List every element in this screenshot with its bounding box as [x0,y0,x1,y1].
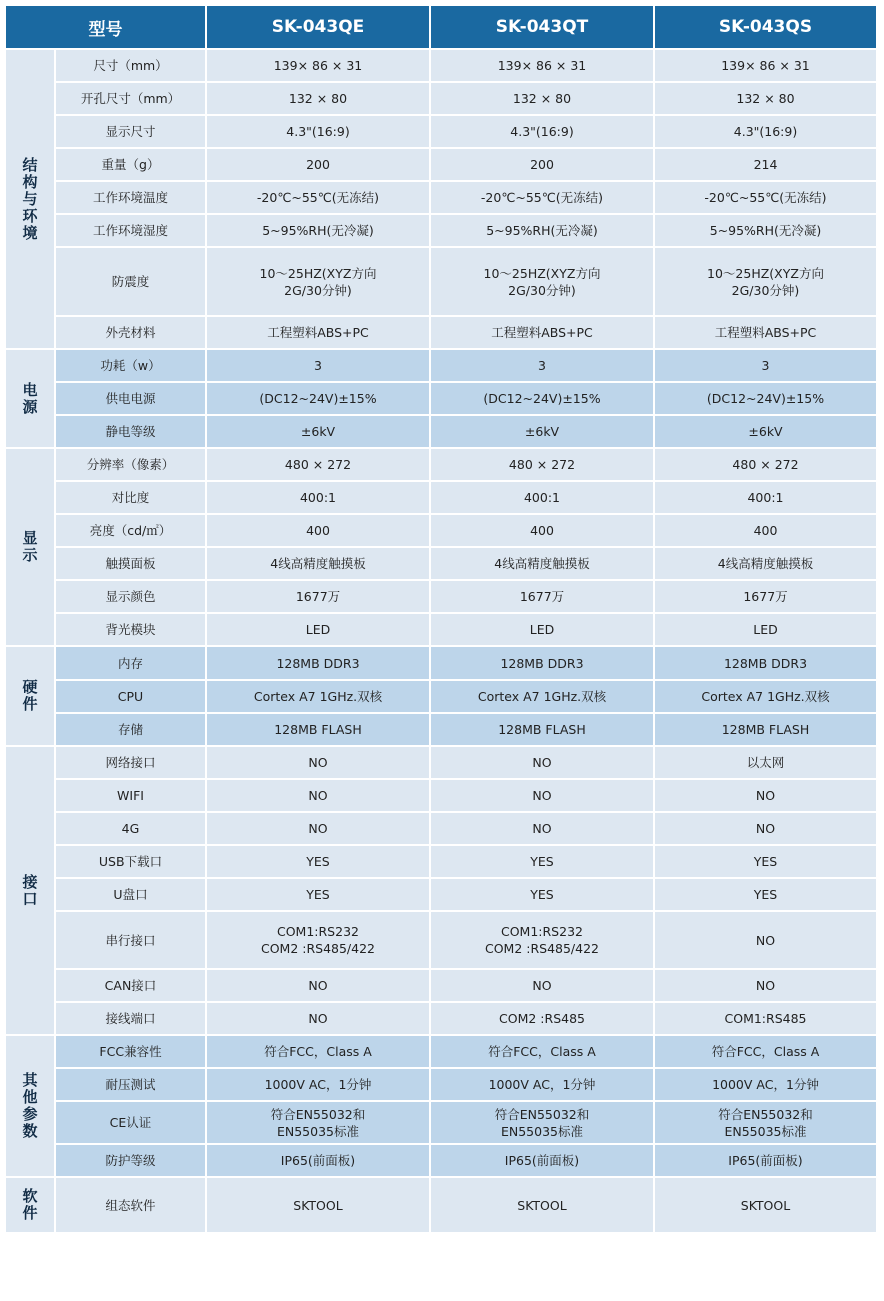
spec-value: 4.3"(16:9) [431,116,653,147]
spec-value: 480 × 272 [655,449,876,480]
spec-value: NO [655,813,876,844]
spec-value: NO [431,813,653,844]
spec-value: 132 × 80 [207,83,429,114]
spec-value: 以太网 [655,747,876,778]
spec-value: 5~95%RH(无冷凝) [207,215,429,246]
spec-value: 4.3"(16:9) [207,116,429,147]
spec-value: YES [655,879,876,910]
spec-value: 3 [431,350,653,381]
spec-value: 132 × 80 [431,83,653,114]
row-label: 亮度（cd/㎡） [56,515,205,546]
row-label: CPU [56,681,205,712]
spec-value: 1000V AC，1分钟 [655,1069,876,1100]
spec-value: 400:1 [431,482,653,513]
spec-value: (DC12~24V)±15% [431,383,653,414]
spec-table [6,6,878,1263]
row-label: 重量（g） [56,149,205,180]
spec-value: NO [207,747,429,778]
spec-value: NO [431,747,653,778]
row-label: 显示尺寸 [56,116,205,147]
row-label: 串行接口 [56,912,205,968]
spec-value: 400:1 [655,482,876,513]
row-label: 背光模块 [56,614,205,645]
section-title: 接口 [6,747,54,1034]
row-label: 外壳材料 [56,317,205,348]
spec-value: NO [431,970,653,1001]
spec-value: 400:1 [207,482,429,513]
row-label: 静电等级 [56,416,205,447]
spec-value: 139× 86 × 31 [431,50,653,81]
header-model-3: SK-043QS [655,6,876,48]
section-title: 显示 [6,449,54,645]
row-label: 4G [56,813,205,844]
row-label: WIFI [56,780,205,811]
row-label: 触摸面板 [56,548,205,579]
spec-value: 4线高精度触摸板 [431,548,653,579]
spec-value: COM1:RS485 [655,1003,876,1034]
spec-value: 128MB FLASH [431,714,653,745]
spec-value: -20℃~55℃(无冻结) [207,182,429,213]
spec-value: 10～25HZ(XYZ方向 2G/30分钟) [431,248,653,315]
spec-value: 1677万 [207,581,429,612]
spec-value: 3 [207,350,429,381]
spec-value: (DC12~24V)±15% [655,383,876,414]
spec-value: 10～25HZ(XYZ方向 2G/30分钟) [207,248,429,315]
spec-value: 4.3"(16:9) [655,116,876,147]
spec-value: 139× 86 × 31 [655,50,876,81]
row-label: 耐压测试 [56,1069,205,1100]
section-title: 软件 [6,1178,54,1232]
row-label: 供电电源 [56,383,205,414]
header-model-label: 型号 [6,6,205,48]
spec-value: 400 [207,515,429,546]
row-label: 组态软件 [56,1178,205,1232]
row-label: 对比度 [56,482,205,513]
row-label: 网络接口 [56,747,205,778]
spec-value: 480 × 272 [431,449,653,480]
spec-value: IP65(前面板) [207,1145,429,1176]
spec-value: ±6kV [207,416,429,447]
spec-value: (DC12~24V)±15% [207,383,429,414]
section-title: 硬件 [6,647,54,745]
spec-value: 139× 86 × 31 [207,50,429,81]
header-model-2: SK-043QT [431,6,653,48]
spec-value: 5~95%RH(无冷凝) [431,215,653,246]
spec-value: 4线高精度触摸板 [207,548,429,579]
spec-value: YES [431,879,653,910]
section-title: 其他参数 [6,1036,54,1176]
row-label: 防护等级 [56,1145,205,1176]
row-label: 尺寸（mm） [56,50,205,81]
spec-value: 符合EN55032和 EN55035标准 [207,1102,429,1143]
spec-value: 128MB FLASH [655,714,876,745]
header-model-1: SK-043QE [207,6,429,48]
row-label: 工作环境湿度 [56,215,205,246]
spec-value: 符合EN55032和 EN55035标准 [655,1102,876,1143]
spec-value: YES [207,846,429,877]
spec-value: -20℃~55℃(无冻结) [655,182,876,213]
spec-value: 工程塑料ABS+PC [431,317,653,348]
row-label: 存储 [56,714,205,745]
spec-value: SKTOOL [431,1178,653,1232]
row-label: 分辨率（像素） [56,449,205,480]
spec-value: ±6kV [655,416,876,447]
spec-value: 符合FCC，Class A [431,1036,653,1067]
spec-value: NO [207,780,429,811]
spec-value: LED [207,614,429,645]
spec-value: 200 [207,149,429,180]
spec-value: YES [655,846,876,877]
section-title: 电源 [6,350,54,447]
spec-value: NO [655,912,876,968]
spec-value: 214 [655,149,876,180]
spec-value: 1677万 [655,581,876,612]
spec-value: 1000V AC，1分钟 [431,1069,653,1100]
spec-value: 5~95%RH(无冷凝) [655,215,876,246]
spec-value: 符合EN55032和 EN55035标准 [431,1102,653,1143]
spec-value: 400 [655,515,876,546]
spec-value: LED [655,614,876,645]
spec-value: 符合FCC，Class A [207,1036,429,1067]
spec-value: 工程塑料ABS+PC [207,317,429,348]
spec-value: YES [207,879,429,910]
spec-value: 200 [431,149,653,180]
spec-value: SKTOOL [207,1178,429,1232]
spec-value: Cortex A7 1GHz.双核 [207,681,429,712]
row-label: CE认证 [56,1102,205,1143]
spec-value: NO [655,970,876,1001]
spec-value: -20℃~55℃(无冻结) [431,182,653,213]
row-label: 接线端口 [56,1003,205,1034]
row-label: 防震度 [56,248,205,315]
row-label: 工作环境温度 [56,182,205,213]
section-title: 结构与环境 [6,50,54,348]
row-label: 开孔尺寸（mm） [56,83,205,114]
spec-value: COM2 :RS485 [431,1003,653,1034]
spec-value: NO [207,813,429,844]
spec-value: 400 [431,515,653,546]
spec-value: NO [431,780,653,811]
row-label: 内存 [56,647,205,679]
spec-value: IP65(前面板) [655,1145,876,1176]
row-label: 显示颜色 [56,581,205,612]
spec-value: YES [431,846,653,877]
spec-value: 符合FCC，Class A [655,1036,876,1067]
spec-value: 1000V AC，1分钟 [207,1069,429,1100]
spec-value: 128MB DDR3 [431,647,653,679]
spec-value: COM1:RS232 COM2 :RS485/422 [431,912,653,968]
spec-value: ±6kV [431,416,653,447]
row-label: FCC兼容性 [56,1036,205,1067]
spec-value: IP65(前面板) [431,1145,653,1176]
spec-value: NO [207,970,429,1001]
spec-value: 4线高精度触摸板 [655,548,876,579]
spec-value: 128MB DDR3 [207,647,429,679]
spec-value: Cortex A7 1GHz.双核 [655,681,876,712]
spec-value: 480 × 272 [207,449,429,480]
spec-value: 128MB DDR3 [655,647,876,679]
spec-value: NO [207,1003,429,1034]
spec-value: 1677万 [431,581,653,612]
spec-value: 128MB FLASH [207,714,429,745]
spec-value: LED [431,614,653,645]
spec-value: COM1:RS232 COM2 :RS485/422 [207,912,429,968]
row-label: 功耗（w） [56,350,205,381]
spec-value: 132 × 80 [655,83,876,114]
spec-value: NO [655,780,876,811]
spec-value: 3 [655,350,876,381]
spec-value: 工程塑料ABS+PC [655,317,876,348]
row-label: U盘口 [56,879,205,910]
row-label: USB下载口 [56,846,205,877]
spec-value: Cortex A7 1GHz.双核 [431,681,653,712]
row-label: CAN接口 [56,970,205,1001]
spec-value: 10～25HZ(XYZ方向 2G/30分钟) [655,248,876,315]
spec-value: SKTOOL [655,1178,876,1232]
